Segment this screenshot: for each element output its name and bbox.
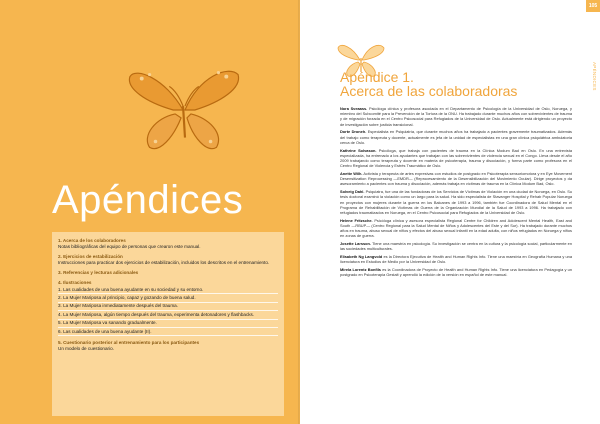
list-item: 4. La Mujer Mariposa, algún tiempo después del trauma, experimenta detonadores y flashbacks. (58, 311, 278, 319)
contributor-name: Elisabeth Ng Langvold (340, 254, 383, 260)
contributor-name: Helene Fritzsche. (340, 217, 373, 223)
contributor-text: Psicóloga clínica y profesora asociada en el Departamento de Psicología de la Universidad de Oslo, Noruega, y miembro del Subcomité para la Prevención de la Tortura de la ONU. Ha trabajado durante muchos años con sobrevivientes de trauma y de migración forzada en el Centro Psicosocial para Refugiados de la Universidad de Oslo. Actualmente está dirigiendo un proyecto de investigación sobre justicia transicional. (340, 106, 572, 127)
contributor-bio (340, 148, 572, 169)
contributor-bio (340, 171, 572, 187)
contributor-text: Psiquiatra, fue una de las fundadoras de los Servicios de Víctimas de Violación en una ciudad de Noruega, en Oslo. Su tesis doctoral examinó la violación como un largo para la salud. Ha sido especialista de Stavanger Hospital y Rehab Popular Noruega en proyectos con mujeres durante la guerra en los Balcanes de 1993 a 1996, también fue Coordinadora de Salud Mental en el Programa de Rehabilitación de Víctimas de Guerra de la Organización Mundial de la Salud de 1993 a 1996. Ha trabajado con refugiados traumatizados en Noruega, en el Centro Psicosocial para Refugiados de la Universidad de Oslo. (340, 189, 572, 216)
contributor-bio (340, 106, 572, 127)
contributor-name: Nora Sveaass. (340, 106, 368, 111)
contributor-text: Psicóloga, que trabaja con pacientes de trauma en la Clínica Modum Bad en Oslo. En una entrevista especializada, ha entrenado a los ayudantes que trabajan con las sobrevivientes de violencia sexual en el Congo. Lleva desde el año 2009 trabajando como terapeuta y docente en materia de psicoterapia, trauma y disociación, y forma parte como profesora en el Centro Regional de Violencia y Estrés Traumático de Oslo. (340, 147, 572, 169)
toc-text: Un modelo de cuestionario. (58, 346, 114, 352)
contributor-bio (340, 254, 572, 264)
contributor-bio (340, 241, 572, 251)
contributor-name: Solveig Dahl. (340, 189, 365, 195)
contributor-bio (340, 267, 572, 277)
contributor-name: Dorte Droneh. (340, 129, 367, 135)
toc-heading: 3. Referencias y lecturas adicionales (58, 270, 139, 275)
list-item: 6. Las cualidades de una buena ayudante (II). (58, 328, 278, 336)
toc-text: Notas bibliográficas del equipo de personas que crearon este manual. (58, 244, 201, 249)
list-item: 5. La Mujer Mariposa va sanando gradualmente. (58, 320, 278, 328)
side-tab-label: APÉNDICES (592, 62, 597, 91)
contributor-text: Tiene una maestría en psicología. Su investigación se centra en la cultura y la psicología social, particularmente en las sociedades multiculturales. (340, 241, 572, 252)
contributor-bio (340, 189, 572, 215)
page-number: 105 (586, 0, 600, 12)
section-side-tab (588, 62, 598, 102)
contributor-text: Activista y terapeuta de artes expresivas con estudios de postgrado en Psicoterapia sensoriomotora y en Eye Movement Desensitization Reprocessing —EMDR— (Reprocesamiento de la Desensibilización del Movimiento Ocular). Dirige proyectos y da asesoramiento a pacientes con trauma y disociación, además trabaja en víctimas de trauma en la Clínica Modum Bad, Oslo. (340, 171, 572, 187)
contributor-text: Psicóloga clínica y asesora especialista Regional Centre for Children and Adolescent Mental Health, East and South —RBUP— (Centro Regional para la Salud Mental de Niños y Adolescentes del Este y del Sur). Ha trabajado durante muchos años en trauma, abuso sexual de niños y efectos del abuso sexual infantil en la edad adulta, con niños refugiados en Noruega y niños en zonas de guerra. (340, 217, 572, 239)
contributor-name: Anette Wilh. (340, 171, 363, 177)
contributor-text: es la Coordinadora de Proyecto de Health and Human Rights Info. Tiene una licenciatura en Pedagogía y un postgrado en Psicoterapia Gestalt y aprendió la edición de la versión en español de este manual. (340, 267, 572, 278)
appendix-title: Apéndice 1. (340, 69, 414, 85)
section-title: Apéndices (52, 178, 244, 222)
toc-heading: 1. Acerca de los colaboradores (58, 238, 126, 243)
contributor-name: Mirela Lorentz Bonfils (340, 267, 381, 273)
toc-heading: 5. Cuestionario posterior al entrenamiento para los participantes (58, 340, 200, 346)
contributor-bio (340, 129, 572, 145)
contributor-text: es la Directora Ejecutiva de Health and Human Rights Info. Tiene una maestría en Geografía Humana y una licenciatura en Estudios de Medio por la Universidad de Oslo. (340, 254, 572, 265)
list-item: 3. La Mujer Mariposa inmediatamente después del trauma. (58, 303, 278, 311)
toc-heading: 2. Ejercicios de estabilización (58, 254, 123, 259)
list-item: 2. La Mujer Mariposa al principio, capaz y gozando de buena salud. (58, 294, 278, 302)
contributor-bio (340, 218, 572, 239)
list-item: 1. Las cualidades de una buena ayudante en su sociedad y su entorno. (58, 286, 278, 294)
contributor-name: Kathrine Solvason. (340, 147, 377, 153)
toc-text: Instrucciones para practicar dos ejercicios de estabilización, incluidos los descritos en el entrenamiento. (58, 260, 270, 265)
contributor-text: Especialista en Psiquiatría, que durante muchos años ha trabajado a pacientes gravemente traumatizados. Además del trabajo como terapeuta y docente, actualmente es jefa de la unidad de especialistas en una gran clínica psiquiátrica ambulatoria cerca de Oslo. (340, 129, 572, 145)
butterfly-icon (126, 58, 244, 162)
contributors-list (340, 106, 572, 418)
toc-heading: 4. Ilustraciones (58, 280, 92, 285)
appendix-contents-box (52, 232, 284, 416)
appendix-subtitle: Acerca de las colaboradoras (340, 83, 518, 99)
illustration-list (58, 286, 278, 336)
contributor-name: Josette Larsson. (340, 241, 372, 247)
